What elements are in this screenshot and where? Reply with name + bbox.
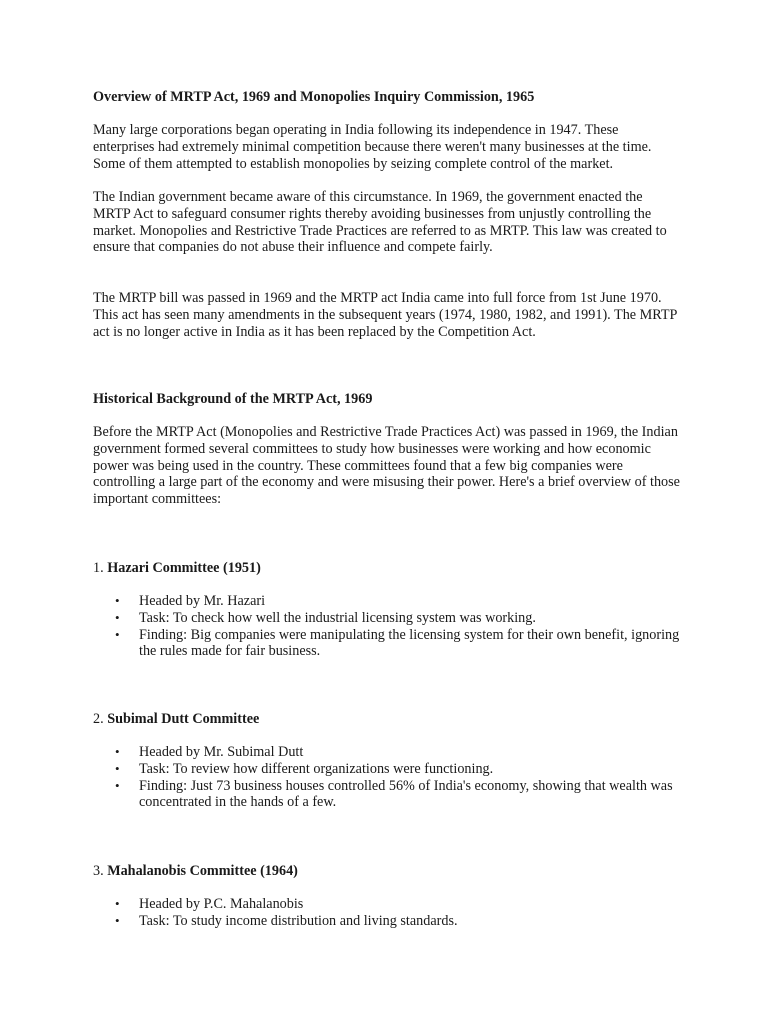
paragraph-mrtp-amendments: The MRTP bill was passed in 1969 and the MRTP act India came into full force from 1st June 1970. This act has seen many amendments in the subsequent years (1974, 1980, 1982, and 1991). The MRTP act is no longer active in India as it has been replaced by the Competition Act. bbox=[93, 290, 677, 340]
committee-bullets-subimal-dutt bbox=[93, 744, 683, 811]
list-item: • Task: To study income distribution and living standards. bbox=[93, 913, 683, 930]
section-heading-overview: Overview of MRTP Act, 1969 and Monopolies Inquiry Commission, 1965 bbox=[93, 89, 535, 105]
committee-number: 2. bbox=[93, 711, 104, 727]
list-item: • Headed by P.C. Mahalanobis bbox=[93, 896, 683, 913]
list-item: • Finding: Big companies were manipulating the licensing system for their own benefit, ignoring the rules made for fair business. bbox=[93, 627, 683, 661]
committee-title-subimal-dutt bbox=[93, 711, 683, 728]
committee-bullets-hazari bbox=[93, 593, 683, 660]
committee-number: 1. bbox=[93, 560, 104, 576]
committee-title-mahalanobis bbox=[93, 863, 683, 880]
paragraph-independence: Many large corporations began operating in India following its independence in 1947. These enterprises had extremely minimal competition because there weren't many businesses at the time. Some of them attempted to establish monopolies by seizing complete control of the market. bbox=[93, 122, 652, 172]
list-item: • Finding: Just 73 business houses controlled 56% of India's economy, showing that wealth was concentrated in the hands of a few. bbox=[93, 778, 683, 812]
committee-number: 3. bbox=[93, 863, 104, 879]
section-heading-historical-background: Historical Background of the MRTP Act, 1969 bbox=[93, 391, 373, 407]
committee-name: Subimal Dutt Committee bbox=[107, 711, 260, 727]
list-item: • Task: To review how different organizations were functioning. bbox=[93, 761, 683, 778]
committee-bullets-mahalanobis bbox=[93, 896, 683, 930]
list-item: • Task: To check how well the industrial licensing system was working. bbox=[93, 610, 683, 627]
list-item: • Headed by Mr. Subimal Dutt bbox=[93, 744, 683, 761]
list-item: • Headed by Mr. Hazari bbox=[93, 593, 683, 610]
committee-name: Hazari Committee (1951) bbox=[107, 560, 261, 576]
paragraph-committees-intro: Before the MRTP Act (Monopolies and Restrictive Trade Practices Act) was passed in 1969, the Indian government formed several committees to study how businesses were working and how economic power was being used in the country. These committees found that a few big companies were controlling a large part of the economy and were misusing their power. Here's a brief overview of those important committees: bbox=[93, 424, 680, 508]
paragraph-mrtp-enactment: The Indian government became aware of this circumstance. In 1969, the government enacted the MRTP Act to safeguard consumer rights thereby avoiding businesses from unjustly controlling the market. Monopolies and Restrictive Trade Practices are referred to as MRTP. This law was created to ensure that companies do not abuse their influence and compete fairly. bbox=[93, 189, 667, 256]
committee-title-hazari bbox=[93, 560, 683, 577]
committee-name: Mahalanobis Committee (1964) bbox=[107, 863, 298, 879]
